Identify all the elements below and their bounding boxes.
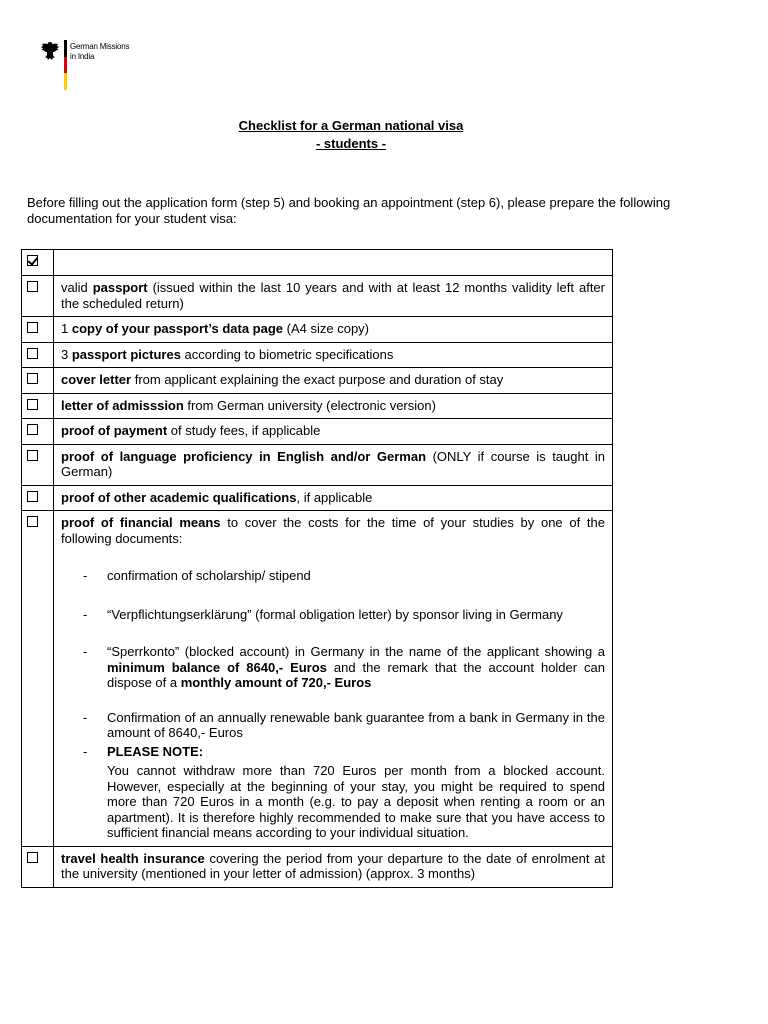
checkbox[interactable]	[27, 516, 38, 527]
item-text: from applicant explaining the exact purpose and duration of stay	[131, 372, 504, 387]
logo-text	[70, 42, 129, 62]
checklist-item-cover-letter	[22, 368, 613, 394]
item-bold: proof of other academic qualifications	[61, 489, 297, 505]
checklist-table	[21, 249, 613, 888]
checkbox[interactable]	[27, 348, 38, 359]
item-bold: proof of payment	[61, 423, 168, 438]
federal-eagle-icon	[40, 40, 60, 62]
item-text: covering the period from your departure to the date of enrolment at the university (mentioned in your letter of admission) (approx. 3 months)	[61, 850, 605, 881]
please-note-label: - PLEASE NOTE:	[83, 743, 204, 759]
item-bold: passport pictures	[71, 346, 181, 362]
sub-item-text: confirmation of scholarship/ stipend	[107, 568, 311, 583]
checklist-item-financial-means	[22, 511, 613, 847]
item-text: according to biometric specifications	[180, 346, 394, 362]
sub-item: - Confirmation of an annually renewable bank guarantee from a bank in Germany in the amount of 8640,- Euros	[83, 709, 605, 740]
checkbox[interactable]	[27, 322, 38, 333]
item-text: (A4 size copy)	[283, 321, 370, 336]
item-bold: proof of financial means	[61, 515, 221, 530]
checklist-item-passport-pictures	[22, 342, 613, 368]
sub-item-text: and the remark that the account holder can dispose of a	[107, 659, 605, 690]
checkbox[interactable]	[27, 399, 38, 410]
sub-item-text: “Sperrkonto” (blocked account) in Germany in the name of the applicant showing a	[107, 644, 605, 659]
item-text: to cover the costs for the time of your studies by one of the following documents:	[61, 515, 605, 546]
checklist-item-letter-of-admission	[22, 393, 613, 419]
checkbox[interactable]	[27, 373, 38, 384]
item-text: valid	[61, 280, 93, 295]
german-flag-stripe	[64, 40, 67, 90]
sub-item-text: “Verpflichtungserklärung” (formal obligation letter) by sponsor living in Germany	[107, 606, 563, 622]
item-bold: passport	[92, 280, 148, 295]
checked-checkbox-icon	[27, 255, 38, 266]
item-bold: proof of language proficiency in English and/or German	[61, 448, 427, 464]
item-text: 3	[61, 346, 72, 362]
checklist-item-language-proficiency	[22, 444, 613, 485]
please-note-body: You cannot withdraw more than 720 Euros per month from a blocked account. However, especially at the beginning of your stay, you might be required to spend more than 720 Euros in a month (e.g. to pay a deposit when renting a room or an apartment). It is therefore highly recommended to make sure that you have access to sufficient financial means according to your individual situation.	[107, 763, 605, 840]
item-bold: letter of admisssion	[61, 397, 184, 413]
checklist-item-academic-qualifications	[22, 485, 613, 511]
checkbox[interactable]	[27, 450, 38, 461]
logo-line1: German Missions	[70, 42, 130, 51]
german-missions-logo	[40, 40, 160, 92]
checklist-header-row	[22, 250, 613, 276]
item-bold: travel health insurance	[61, 850, 205, 866]
sub-item-bold: monthly amount of 720,- Euros	[180, 675, 372, 690]
item-text: from German university (electronic version)	[183, 397, 436, 413]
checkbox[interactable]	[27, 281, 38, 292]
item-text: of study fees, if applicable	[167, 423, 321, 438]
item-text: (ONLY if course is taught in German)	[61, 448, 605, 479]
page-title: Checklist for a German national visa	[238, 118, 464, 133]
checkbox[interactable]	[27, 491, 38, 502]
logo-line2: in India	[70, 52, 95, 61]
page-subtitle: - students -	[315, 136, 387, 151]
checklist-item-passport	[22, 276, 613, 317]
item-text: 1	[61, 321, 72, 336]
sub-item: - “Sperrkonto” (blocked account) in Germany in the name of the applicant showing a minimum balance of 8640,- Euros and the remark that the account holder can dispose of a monthly amount of 720,- Euros	[83, 644, 605, 690]
item-text: , if applicable	[296, 489, 373, 505]
intro-paragraph: Before filling out the application form (step 5) and booking an appointment (step 6), please prepare the following documentation for your student visa:	[27, 195, 671, 226]
sub-item-bold: minimum balance of 8640,- Euros	[107, 659, 327, 675]
checklist-item-travel-health-insurance	[22, 846, 613, 887]
item-text: (issued within the last 10 years and with at least 12 months validity left after the scheduled return)	[61, 280, 605, 311]
checklist-item-passport-copy	[22, 317, 613, 343]
item-bold: cover letter	[61, 372, 132, 387]
checkbox[interactable]	[27, 424, 38, 435]
sub-item: - confirmation of scholarship/ stipend	[83, 568, 311, 583]
financial-means-options	[61, 568, 605, 759]
sub-item: - “Verpflichtungserklärung” (formal obligation letter) by sponsor living in Germany	[83, 606, 563, 622]
checklist-item-proof-of-payment	[22, 419, 613, 445]
sub-item-text: Confirmation of an annually renewable bank guarantee from a bank in Germany in the amount of 8640,- Euros	[107, 709, 605, 740]
checkbox[interactable]	[27, 852, 38, 863]
item-bold: copy of your passport’s data page	[71, 321, 284, 336]
